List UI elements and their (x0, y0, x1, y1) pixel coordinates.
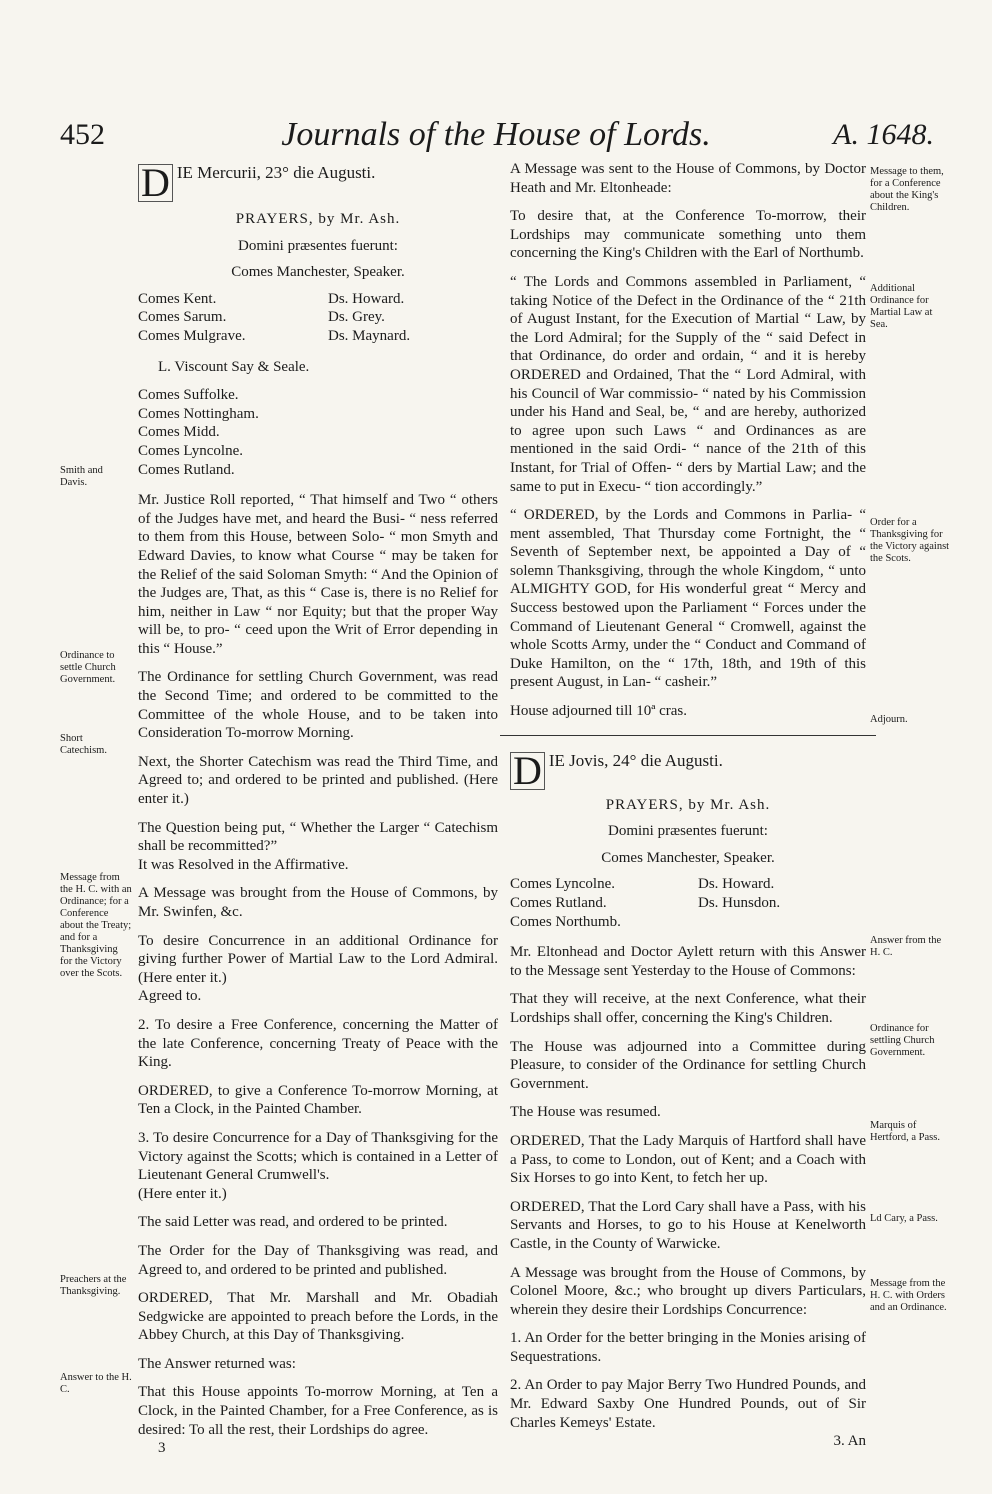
viscount-line: L. Viscount Say & Seale. (158, 358, 310, 375)
drop-cap: D (510, 752, 545, 790)
paragraph: A Message was brought from the House of Commons, by Mr. Swinfen, &c. (138, 885, 498, 920)
paragraph: 2. An Order to pay Major Berry Two Hundred Pounds, and Mr. Edward Saxby One Hundred Pounds, out of Sir Charles Kemeys' Estate. (510, 1377, 866, 1431)
present-line: Domini præsentes fuerunt: (238, 237, 398, 254)
margin-note: Message from the H. C. with Orders and an Ordinance. (870, 1278, 947, 1313)
paragraph: Agreed to. (138, 988, 202, 1005)
speaker-line: Comes Manchester, Speaker. (231, 264, 405, 281)
margin-note: Short Catechism. (60, 733, 107, 756)
margin-note: Ld Cary, a Pass. (870, 1213, 938, 1224)
year: A. 1648. (833, 118, 934, 151)
question: The Question being put, “ Whether the Larger “ Catechism shall be recommitted?” (138, 819, 498, 855)
margin-note: Order for a Thanksgiving for the Victory against the Scots. (870, 517, 950, 564)
paragraph: (Here enter it.) (138, 1185, 227, 1202)
paragraph: The House was adjourned into a Committee during Pleasure, to consider of the Ordinance for settling Church Government. (510, 1038, 866, 1092)
running-title: Journals of the House of Lords. (281, 116, 711, 153)
margin-note: Answer from the H. C. (870, 935, 942, 958)
page-header (0, 112, 992, 162)
margin-note: Preachers at the Thanksgiving. (60, 1274, 127, 1297)
margin-note: Message to them, for a Conference about the King's Children. (870, 166, 944, 213)
paragraph: The said Letter was read, and ordered to be printed. (138, 1214, 448, 1231)
section-divider (500, 735, 876, 736)
margin-note: Answer to the H. C. (60, 1372, 132, 1395)
present-line: Domini præsentes fuerunt: (608, 823, 768, 840)
resolution: It was Resolved in the Affirmative. (138, 856, 349, 873)
paragraph: ORDERED, to give a Conference To-morrow Morning, at Ten a Clock, in the Painted Chamber. (138, 1082, 498, 1118)
signature-mark: 3 (158, 1440, 166, 1457)
page-number: 452 (60, 118, 105, 151)
paragraph: “ The Lords and Commons assembled in Parliament, “ taking Notice of the Defect in the Ordinance of the “ 21th of August Instant, for the Execution of Martial “ Law, by the Lord Admiral; for the Supply of the “ said Defect in that Ordinance, do order and ordain, “ and it is hereby ORDERED and Ordained, That the “ Lord Admiral, with his Council of War commissio- “ nated by his Commission under his Hand and Seal, be, “ and are hereby, authorized to agree upon such Laws “ and Ordinances as are mentioned in the said Ordi- “ nance of the 21th of this Instant, for Trial of Offen- “ ders by Martial Law; and the same to put in Execu- “ tion accordingly.” (510, 273, 866, 495)
day-heading: D IE Mercurii, 23° die Augusti. (138, 164, 498, 183)
paragraph: ORDERED, That the Lord Cary shall have a Pass, with his Servants and Horses, to go to his House at Kenelworth Castle, in the County of Warwicke. (510, 1198, 866, 1252)
paragraph: Mr. Justice Roll reported, “ That himself and Two “ others of the Judges have met, and heard the Busi- “ ness referred to them from this House, between Solo- “ mon Smyth and Edward Davies, to know what Course “ may be taken for the Relief of the said Soloman Smyth: “ And the Opinion of the Judges are, That, as this “ Case is, there is no Relief for him, neither in Law “ nor Equity; but that the proper Way will be, to pro- “ ceed upon the Writ of Error depending in this “ House.” (138, 492, 498, 657)
lords-list: Comes Kent. Comes Sarum. Comes Mulgrave. Ds. Howard. Ds. Grey. Ds. Maynard. (138, 290, 411, 344)
margin-note: Additional Ordinance for Martial Law at Sea. (870, 283, 933, 330)
paragraph: The Answer returned was: (138, 1355, 296, 1372)
paragraph: ORDERED, That Mr. Marshall and Mr. Obadiah Sedgwicke are appointed to preach before the Lords, in the Abbey Church, at this Day of Thanksgiving. (138, 1290, 498, 1344)
paragraph: That they will receive, at the next Conference, what their Lordships shall offer, concerning the King's Children. (510, 991, 866, 1026)
paragraph: 1. An Order for the better bringing in the Monies arising of Sequestrations. (510, 1330, 866, 1365)
paragraph: 2. To desire a Free Conference, concerning the Matter of the late Conference, concerning Treaty of Peace with the King. (138, 1016, 498, 1071)
margin-note: Ordinance for settling Church Government. (870, 1023, 935, 1058)
margin-note: Adjourn. (870, 714, 908, 725)
paragraph: A Message was brought from the House of Commons, by Colonel Moore, &c.; who brought up divers Particulars, wherein they desire their Lordships Concurrence: (510, 1264, 866, 1318)
paragraph: That this House appoints To-morrow Morning, at Ten a Clock, in the Painted Chamber, for a Free Conference, as is desired: To all the rest, their Lordships do agree. (138, 1384, 498, 1438)
left-column (138, 160, 498, 1458)
catchword: 3. An (833, 1433, 866, 1450)
prayers-line: PRAYERS, by Mr. Ash. (605, 796, 771, 813)
margin-note: Marquis of Hertford, a Pass. (870, 1120, 940, 1143)
paragraph: The House was resumed. (510, 1104, 661, 1121)
day-heading: D IE Jovis, 24° die Augusti. (510, 752, 866, 771)
paragraph: ORDERED, That the Lady Marquis of Hartford shall have a Pass, to come to London, out of Kent; and a Coach with Six Horses to go into Kent, to fetch her up. (510, 1132, 866, 1187)
paragraph: A Message was sent to the House of Commons, by Doctor Heath and Mr. Eltonheade: (510, 161, 866, 196)
paragraph: Next, the Shorter Catechism was read the Third Time, and Agreed to; and ordered to be printed and published. (Here enter it.) (138, 753, 498, 808)
paragraph: To desire that, at the Conference To-morrow, their Lordships may communicate something unto them concerning the King's Children with the Earl of Northumb. (510, 208, 866, 262)
margin-note: Message from the H. C. with an Ordinance; for a Conference about the Treaty; and for a Thanksgiving for the Victory over the Scots. (60, 872, 132, 979)
margin-note: Ordinance to settle Church Government. (60, 650, 116, 685)
prayers-line: PRAYERS, by Mr. Ash. (235, 211, 401, 227)
speaker-line: Comes Manchester, Speaker. (601, 849, 775, 866)
paragraph: The Ordinance for settling Church Government, was read the Second Time; and ordered to be committed to the Committee of the whole House, and to be taken into Consideration To-morrow Morning. (138, 669, 498, 742)
paragraph: The Order for the Day of Thanksgiving was read, and Agreed to, and ordered to be printed and published. (138, 1242, 498, 1278)
right-column (510, 160, 866, 1451)
margin-note: Smith and Davis. (60, 465, 103, 488)
paragraph: House adjourned till 10ª cras. (510, 703, 688, 720)
lords-list-2: Comes Suffolke. Comes Nottingham. Comes Midd. Comes Lyncolne. Comes Rutland. (138, 387, 259, 478)
paragraph: 3. To desire Concurrence for a Day of Thanksgiving for the Victory against the Scotts; which is contained in a Letter of Lieutenant General Crumwell's. (138, 1129, 498, 1184)
paragraph: To desire Concurrence in an additional Ordinance for giving further Power of Martial Law to the Lord Admiral. (Here enter it.) (138, 932, 498, 986)
drop-cap: D (138, 164, 173, 202)
paragraph: “ ORDERED, by the Lords and Commons in Parlia- “ ment assembled, That Thursday come Fortnight, the “ Seventh of September next, be appointed a Day of “ solemn Thanksgiving, through the whole Kingdom, “ unto ALMIGHTY GOD, for His wonderful great “ Mercy and Success bestowed upon the Parliament “ Forces under the Command of Lieutenant General “ Cromwell, against the whole Scotts Army, under the “ Conduct and Command of Duke Hamilton, on the “ 17th, 18th, and 19th of this present August, in Lan- “ casheir.” (510, 507, 866, 691)
lords-list: Comes Lyncolne. Comes Rutland. Comes Northumb. Ds. Howard. Ds. Hunsdon. (510, 876, 781, 930)
paragraph: Mr. Eltonhead and Doctor Aylett return with this Answer to the Message sent Yesterday to the House of Commons: (510, 944, 866, 979)
